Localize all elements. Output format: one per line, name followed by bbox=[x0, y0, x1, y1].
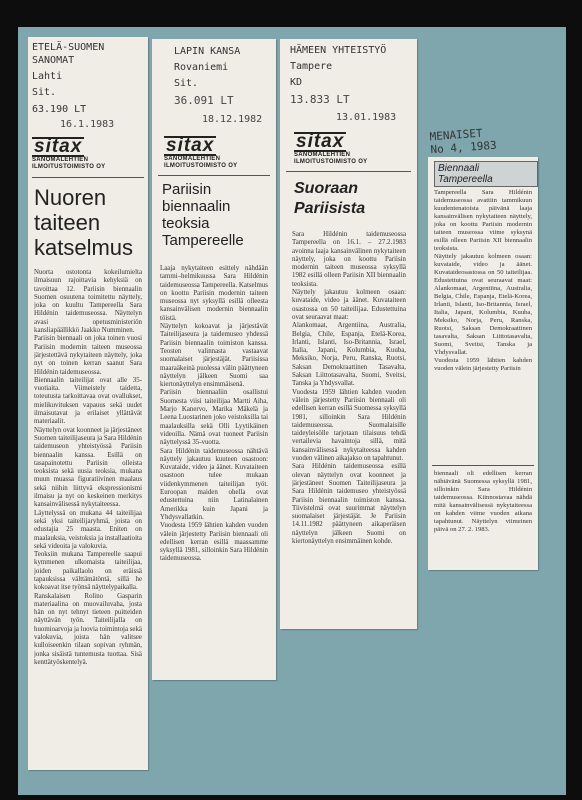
paper-type: KD bbox=[290, 77, 303, 88]
paper-name: LAPIN KANSA bbox=[174, 46, 241, 57]
paper-city: Lahti bbox=[32, 71, 63, 82]
circulation: 13.833 LT bbox=[290, 93, 350, 106]
source-stamp bbox=[290, 44, 414, 124]
sitax-logo bbox=[32, 137, 105, 171]
paper-type: Sit. bbox=[32, 87, 57, 98]
paper-city: Rovaniemi bbox=[174, 62, 229, 73]
divider bbox=[32, 177, 144, 178]
mounting-board bbox=[18, 27, 566, 795]
clipping-menaiset bbox=[428, 157, 538, 570]
article-body: Sara Hildénin taidemuseossa Tampereella on 16.1. – 27.2.1983 avoinna laaja kansainvälinen nykytaiteen näyttely, joka on koottu Pariisin modernin taiteen museossa syksyllä 1982 esillä olleen Pariisin XII biennaalin teoksista. Näyttely jakautuu kolmeen osaan: kuvataide, video ja äänet. Kuvataiteen osastossa on 50 taiteilijaa. Edustettuina ovat seuraavat maat: Alankomaat, Argentiina, Australia, Belgia, Chile, Espanja, Etelä-Korea, Irlanti, Islanti, Iso-Britannia, Israel, Italia, Japani, Kolumbia, Kuuba, Meksiko, Norja, Peru, Ranska, Ruotsi, Saksan Demokraattinen Tasavalta, Saksan Liittotasavalta, Suomi, Sveitsi, Tanska ja Yhdysvallat. Vuodesta 1959 lähtien kahden vuoden välein järjestetty Pariisin biennaali oli edellisen kerran esillä Suomessa syksyllä 1981, silloinkin Sara Hildénin taidemuseossa. Suomalaisille taideyleisölle tarjotaan tilaisuus tehdä vertailevia havaintoja sillä, mitä kansainvälisessä nykytaiteessa kahden vuoden välinen aikajakso on tapahtunut. Sara Hildénin taidemuseossa esillä olevan näyttelyn ovat koonneet ja järjestäneet Suomen Taiteilijaseura ja Sara Hildénin taidemuseo yhteistyössä Pariisin biennaalin toimiston kanssa. Tiivistelmä ovat suurimmat näyttelyn suomalaiset järjestäjät. Je Pariisin 14.11.1982 päättyneen aikaperäisen näyttelyn jälkeen Suomi on kiertonäyttelyn ensimmäinen kohde. bbox=[292, 231, 406, 545]
source-stamp bbox=[174, 45, 274, 126]
paper-city: Tampere bbox=[290, 61, 333, 72]
article-headline: Nuoren taiteen katselmus bbox=[34, 185, 134, 260]
article-body: Nuorta ostotonta kokeilumielta ilmaisuun rajoittavia kehyksiä on tavoittaa 12. Pariisin biennaalin Suomen osuutena toimitettu näyttely, joka on kuultu Tampereella Sara Hildénin taidemuseossa. Näyttelyn avasi opetusministeriön kansliapäällikkö Jaakko Numminen. Pariisin biennaali on joka toinen vuosi Pariisin modernin taiteen museossa järjestettävä nykytaiteen näyttely, joka nyt on toinen kerran saanut Sara Hildénin taidemuseossa. Biennaalin taiteilijat ovat alle 35-vuotiaita. Viimeistely taidetta, toteutusta tarkoittavaa ovat ovallukset, mielikuvituksen vapauus sekä uudet ilmaisutavat ja erilaiset yllättävät materiaalit. Näyttelyn ovat koonneet ja järjestäneet Suomen taiteilijaseura ja Sara Hildénin taidemuseon yhteistyössä Pariisin biennaalin kanssa. Esillä on tasapainotettu Pariisin olleista teoksista sekä uusia teoksia, mukana muun muassa figuratiivinen maalaus sekä niihin liittyvä ekspressionismi ilmaisu ja nyt on keskeinen merkitys kansainvälisessä nykytaiteessa. Läyttelyssä on mukana 44 taiteilijaa sekä yksi taiteilijaryhmä, joista on edustajia 25 maasta. Eniten on maalauksia, veistoksia ja installaatioita sekä videoita ja valokuvia. Teoksiin mukana Tampereelle saapui kymmenen ulkomaista taiteilijaa, joiden paikallaolo on eräissä tapauksissa välttämätöntä, sillä he kokoavat itse työnsä näyttelypaikalla. Ranskalaisen Rolino Gasparin materiaalina on muovailuvaha, josta hän on nyt tehnyt tieteen puitteiden näyttävän työn. Taiteilijalla on huomioarvoja ja luovia toimintoja sekä valokuvia, joista hän valitsee kulloiseenkin tilaan sopivan ryhmän, jonka sisäistä tuntemusta tuottaa. Sisä kenttätyöskentelyä. bbox=[34, 269, 142, 666]
article-body-top: Tampereella Sara Hildénin taidemuseossa avattiin tammikuun kuudentenatoista päivänä laaja kansainvälisen nykytaiteen näyttely, joka on koottu Pariisin modernin taiteen museossa viime syksynä esillä olleen Pariisin XII biennaalin teoksista. Näyttely jakautuu kolmeen osaan: kuvataide, video ja äänet. Kuvataideosastossa on 50 taiteilijaa. Edustettuina ovat seuraavat maat: Alankomaat, Argentiina, Australia, Belgia, Chile, Espanja, Etelä-Korea, Irlanti, Islanti, Iso-Britannia, Israel, Italia, Japani, Kolumbia, Kuuba, Meksiko, Norja, Peru, Ranska, Ruotsi, Saksan Demokraattinen tasavalta, Saksan Liittotasavalta, Suomi, Sveitsi, Tanska ja Yhdysvallat. Vuodesta 1959 lähtien kahden vuoden välein järjestetty Pariisin bbox=[434, 189, 532, 372]
divider bbox=[158, 175, 270, 176]
article-body: Laaja nykytaiteen esittely nähdään tammi–helmikuussa Sara Hildénin taidemuseossa Tampereella. Katselmus on koottu Pariisin modernin taiteen museossa nyt syksyllä esillä olleesta kansainvälisen modernin biennaalin töistä. Näyttelyn kokoavat ja järjestävät Taiteilijaseura ja taidemuseo yhdessä Pariisin biennaalin toimiston kanssa. Teosten valinnasta vastaavat suomalaiset järjestäjät. Pariisissa maaraäkeinä puolessa välin päättyneen näyttelyn jälkeen Suomi saa kiertonäyttelyn ensimmäisenä. Pariisin biennaaliin osallistui Suomesta viisi taiteilijaa Martti Aiha, Marjo Kanervo, Marika Mäkelä ja Leena Luostarinen joko veistoksilla tai maalauksilla sekä Olli Lyytikäinen videoilla. Nämä ovat tuoneet Pariisin näyttelyssä 35-vuotta. Sara Hildénin taidemuseossa nähtävä näyttely jakautuu kuuteen osastoon: Kuvataide, video ja äänet. Kuvataiteen osastoon tulee mukaan viidenkymmenen taiteilijan työt. Euroopan maiden ohella ovat edustettuina niin Latinalainen Amerikka kuin Japani ja Yhdysvallatkin. Vuodesta 1959 lähtien kahden vuoden välein järjestetty Pariisin biennaali oli edellisen kerran esillä maassamme syksyllä 1981, silloinkin Sara Hildénin taidemuseossa. bbox=[160, 265, 268, 563]
clipping-etela-suomen-sanomat bbox=[28, 37, 148, 770]
logo-mark: sitax bbox=[166, 135, 215, 156]
logo-subtitle: SANOMALEHTIEN ILMOITUSTOIMISTO OY bbox=[294, 152, 368, 165]
clip-date: 16.1.1983 bbox=[60, 119, 115, 130]
article-body-bottom: biennaali oli edellisen kerran nähtävänä Suomessa syksyllä 1981, silloinkin Sara Hildénin taidemuseossa. Kiinnostavaa nähdä mitä kansainvälisessä nykytaiteessa on kahden viime vuoden aikana tapahtunut. Näyttelyn viimeinen päivä on 27. 2. 1983. bbox=[434, 470, 532, 533]
logo-mark: sitax bbox=[34, 136, 83, 157]
handwritten-source-note: MENAISET No 4, 1983 bbox=[429, 126, 498, 157]
sitax-logo bbox=[294, 132, 367, 166]
circulation: 63.190 LT bbox=[32, 104, 87, 115]
article-kicker: Biennaali Tampereella bbox=[434, 161, 538, 187]
clipping-lapin-kansa bbox=[152, 39, 276, 680]
logo-mark: sitax bbox=[296, 131, 345, 152]
paper-type: Sit. bbox=[174, 78, 199, 89]
divider bbox=[286, 171, 411, 172]
clip-date: 18.12.1982 bbox=[202, 114, 263, 125]
logo-subtitle: SANOMALEHTIEN ILMOITUSTOIMISTO OY bbox=[32, 157, 106, 170]
sitax-logo bbox=[164, 136, 237, 170]
source-stamp bbox=[32, 41, 144, 131]
article-headline: Suoraan Pariisista bbox=[294, 180, 366, 217]
divider bbox=[432, 465, 534, 466]
article-headline: Pariisin biennaalin teoksia Tampereelle bbox=[162, 181, 244, 249]
paper-name: HÄMEEN YHTEISTYÖ bbox=[290, 45, 387, 56]
logo-subtitle: SANOMALEHTIEN ILMOITUSTOIMISTO OY bbox=[164, 156, 238, 169]
clip-date: 13.01.1983 bbox=[336, 112, 397, 123]
clipping-hameen-yhteistyo bbox=[280, 39, 417, 629]
circulation: 36.091 LT bbox=[174, 94, 234, 107]
paper-name: ETELÄ-SUOMEN SANOMAT bbox=[32, 42, 105, 66]
